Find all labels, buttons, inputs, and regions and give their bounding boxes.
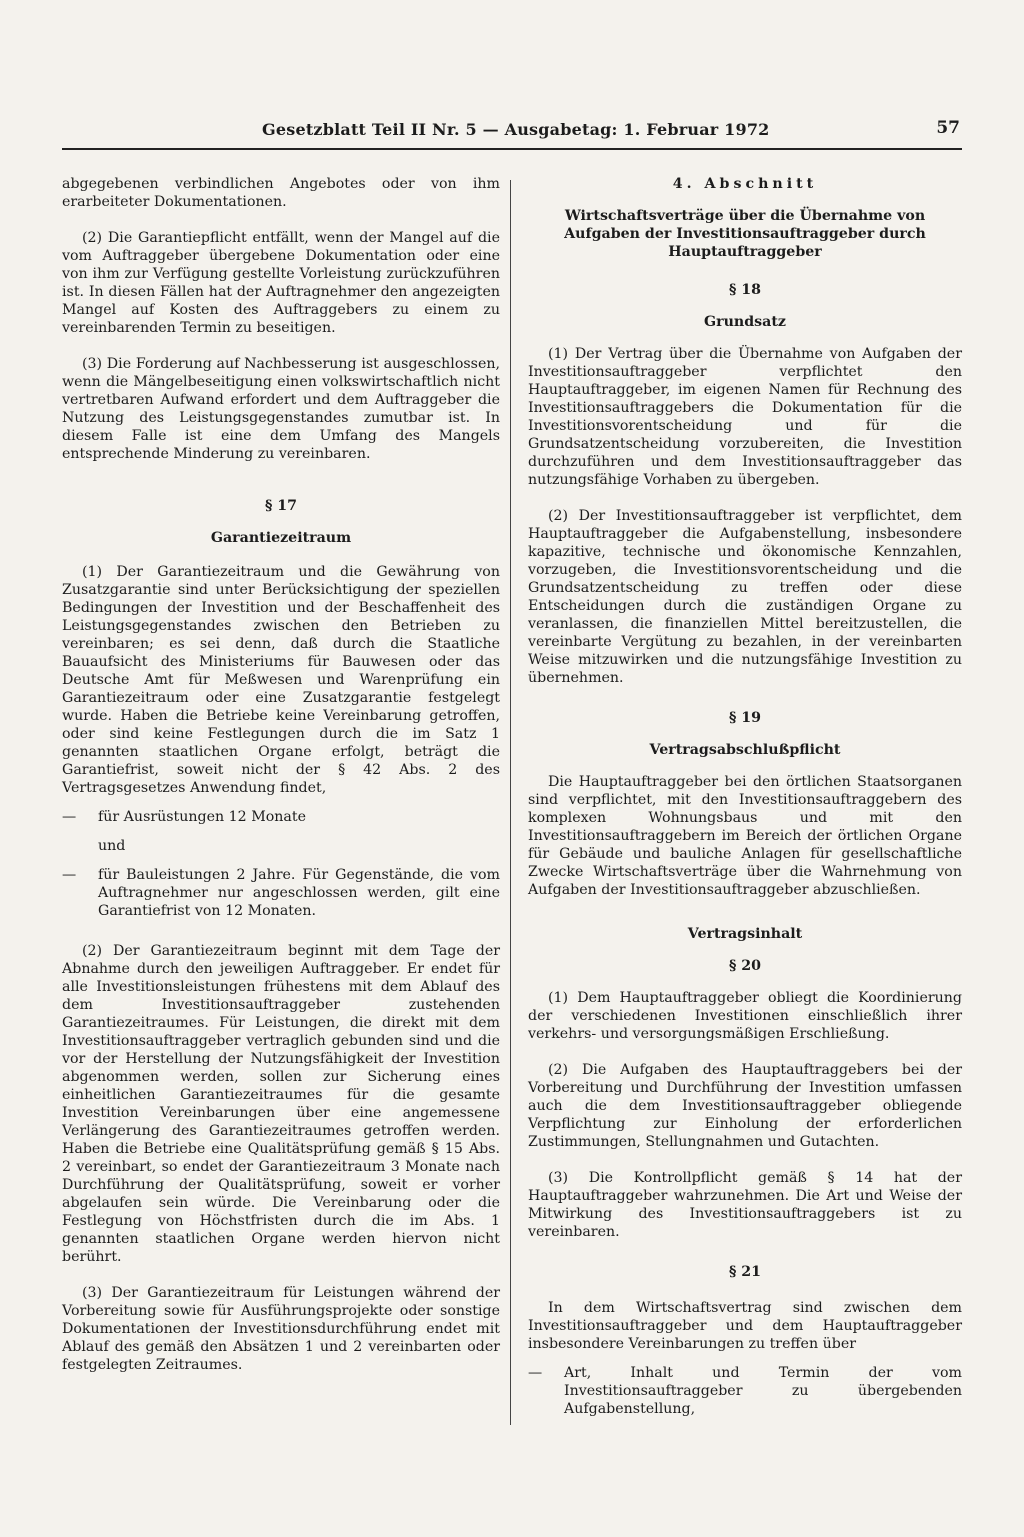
paragraph-18-1: (1) Der Vertrag über die Übernahme von Aufgaben der Investitionsauftraggeber verpflichtet den Hauptauftraggeber, im eigenen Namen für Rechnung des Investitionsauftraggebers die Dokumentation für die Investitionsvorentscheidung und für die Grundsatzentscheidung vorzubereiten, die Investition durchzuführen und dem Investitionsauftraggeber das nutzungsfähige Vorhaben zu übergeben.	[528, 346, 962, 488]
list-item	[62, 808, 500, 826]
section-18-number: § 18	[728, 282, 762, 298]
list-item	[528, 1364, 962, 1418]
abschnitt-title: Wirtschaftsverträge über die Übernahme von Aufgaben der Investitionsauftraggeber durch Hauptauftraggeber	[564, 208, 926, 260]
page-header	[62, 118, 962, 150]
paragraph-19-1: Die Hauptauftraggeber bei den örtlichen Staatsorganen sind verpflichtet, mit den Investitionsauftraggebern des komplexen Wohnungsbaus und mit den Investitionsauftraggebern im Bereich der örtlichen Organe für Gebäude und bauliche Anlagen für gesellschaftliche Zwecke Wirtschaftsverträge über die Wahrnehmung von Aufgaben der Investitionsauftraggeber abzuschließen.	[528, 774, 962, 898]
dash-marker: —	[62, 867, 77, 883]
dash-marker: —	[62, 809, 77, 825]
paragraph-21-1: In dem Wirtschaftsvertrag sind zwischen dem Investitionsauftraggeber und dem Hauptauftraggeber insbesondere Vereinbarungen zu treffen über	[528, 1300, 962, 1352]
left-column	[62, 175, 500, 1374]
paragraph-17-2: (2) Der Garantiezeitraum beginnt mit dem Tage der Abnahme durch den jeweiligen Auftraggeber. Er endet für alle Investitionsleistungen frühestens mit dem Ablauf des dem Investitionsauftraggeber zustehenden Garantiezeitraumes. Für Leistungen, die direkt mit dem Investitionsauftraggeber vertraglich gebunden sind und die vor der Herstellung der Nutzungsfähigkeit der Investition abgenommen werden, sollen zur Sicherung eines einheitlichen Garantiezeitraumes für die gesamte Investition Vereinbarungen über eine angemessene Verlängerung des Garantiezeitraumes getroffen werden. Haben die Betriebe eine Qualitätsprüfung gemäß § 15 Abs. 2 vereinbart, so endet der Garantiezeitraum 3 Monate nach Durchführung der Qualitätsprüfung, soweit er vorher abgelaufen sein würde. Die Vereinbarung oder die Festlegung von Höchstfristen durch die im Abs. 1 genannten staatlichen Organe werden hiervon nicht berührt.	[62, 943, 500, 1265]
section-heading-abschnitt: 4. Abschnitt	[672, 176, 818, 192]
paragraph-continued: abgegebenen verbindlichen Angebotes oder von ihm erarbeiteter Dokumentationen.	[62, 176, 500, 210]
paragraph-20-2: (2) Die Aufgaben des Hauptauftraggebers bei der Vorbereitung und Durchführung der Investition umfassen auch die dem Investitionsauftraggeber obliegende Verpflichtung zur Einholung der erforderlichen Zustimmungen, Stellungnahmen und Gutachten.	[528, 1062, 962, 1150]
list-item-text: für Ausrüstungen 12 Monate	[98, 809, 306, 825]
right-column	[528, 175, 962, 1418]
vertragsinhalt-title: Vertragsinhalt	[687, 926, 803, 942]
list-item-text: für Bauleistungen 2 Jahre. Für Gegenstände, die vom Auftragnehmer nur angeschlossen werden, gilt eine Garantiefrist von 12 Monaten.	[98, 867, 500, 919]
paragraph-16-2: (2) Die Garantiepflicht entfällt, wenn der Mangel auf die vom Auftraggeber übergebene Dokumentation oder eine von ihm zur Verfügung gestellte Vorleistung zurückzuführen ist. In diesen Fällen hat der Auftragnehmer den angezeigten Mangel auf Kosten des Auftraggebers zu einem zu vereinbarenden Termin zu beseitigen.	[62, 230, 500, 336]
section-20-number: § 20	[728, 958, 762, 974]
paragraph-18-2: (2) Der Investitionsauftraggeber ist verpflichtet, dem Hauptauftraggeber die Aufgabenstellung, insbesondere kapazitive, technische und ökonomische Kennzahlen, vorzugeben, die Investitionsvorentscheidung und die Grundsatzentscheidung zu treffen oder diese Entscheidungen durch die zuständigen Organe zu veranlassen, die finanziellen Mittel bereitzustellen, die vereinbarte Vergütung zu bezahlen, in der vereinbarten Weise mitzuwirken und die nutzungsfähige Investition zu übernehmen.	[528, 508, 962, 686]
section-18-title: Grundsatz	[704, 314, 786, 330]
section-19-number: § 19	[728, 710, 762, 726]
list-item-text: Art, Inhalt und Termin der vom Investitionsauftraggeber zu übergebenden Aufgabenstellung,	[564, 1365, 962, 1417]
header-title: Gesetzblatt Teil II Nr. 5 — Ausgabetag: 1. Februar 1972	[262, 120, 770, 139]
section-19-title: Vertragsabschlußpflicht	[649, 742, 841, 758]
paragraph-16-3: (3) Die Forderung auf Nachbesserung ist ausgeschlossen, wenn die Mängelbeseitigung einen volkswirtschaftlich nicht vertretbaren Aufwand erfordert und dem Auftraggeber die Nutzung des Leistungsgegenstandes zumutbar ist. In diesem Falle ist eine dem Umfang des Mangels entsprechende Minderung zu vereinbaren.	[62, 356, 500, 462]
dash-marker: —	[528, 1365, 543, 1381]
paragraph-20-3: (3) Die Kontrollpflicht gemäß § 14 hat der Hauptauftraggeber wahrzunehmen. Die Art und Weise der Mitwirkung des Investitionsauftraggebers ist zu vereinbaren.	[528, 1170, 962, 1240]
paragraph-17-1: (1) Der Garantiezeitraum und die Gewährung von Zusatzgarantie sind unter Berücksichtigung der speziellen Bedingungen der Investition und der Beschaffenheit des Leistungsgegenstandes zwischen den Betrieben zu vereinbaren; es sei denn, daß durch die Staatliche Bauaufsicht des Ministeriums für Bauwesen oder das Deutsche Amt für Meßwesen und Warenprüfung ein Garantiezeitraum oder eine Zusatzgarantie festgelegt wurde. Haben die Betriebe keine Vereinbarung getroffen, oder sind keine Festlegungen durch die im Satz 1 genannten staatlichen Organe erfolgt, beträgt die Garantiefrist, soweit nicht der § 42 Abs. 2 des Vertragsgesetzes Anwendung findet,	[62, 564, 500, 796]
list-item	[62, 866, 500, 920]
paragraph-17-3: (3) Der Garantiezeitraum für Leistungen während der Vorbereitung sowie für Ausführungsprojekte oder sonstige Dokumentationen der Investitionsdurchführung endet mit Ablauf des gemäß den Absätzen 1 und 2 vereinbarten oder festgelegten Zeitraumes.	[62, 1285, 500, 1373]
section-21-number: § 21	[728, 1264, 762, 1280]
paragraph-20-1: (1) Dem Hauptauftraggeber obliegt die Koordinierung der verschiedenen Investitionen einschließlich ihrer verkehrs- und versorgungsmäßigen Erschließung.	[528, 990, 962, 1042]
column-divider	[510, 180, 511, 1425]
page-number: 57	[936, 118, 960, 138]
section-17-number: § 17	[264, 498, 298, 514]
section-17-title: Garantiezeitraum	[210, 530, 352, 546]
conjunction-und: und	[98, 838, 126, 854]
